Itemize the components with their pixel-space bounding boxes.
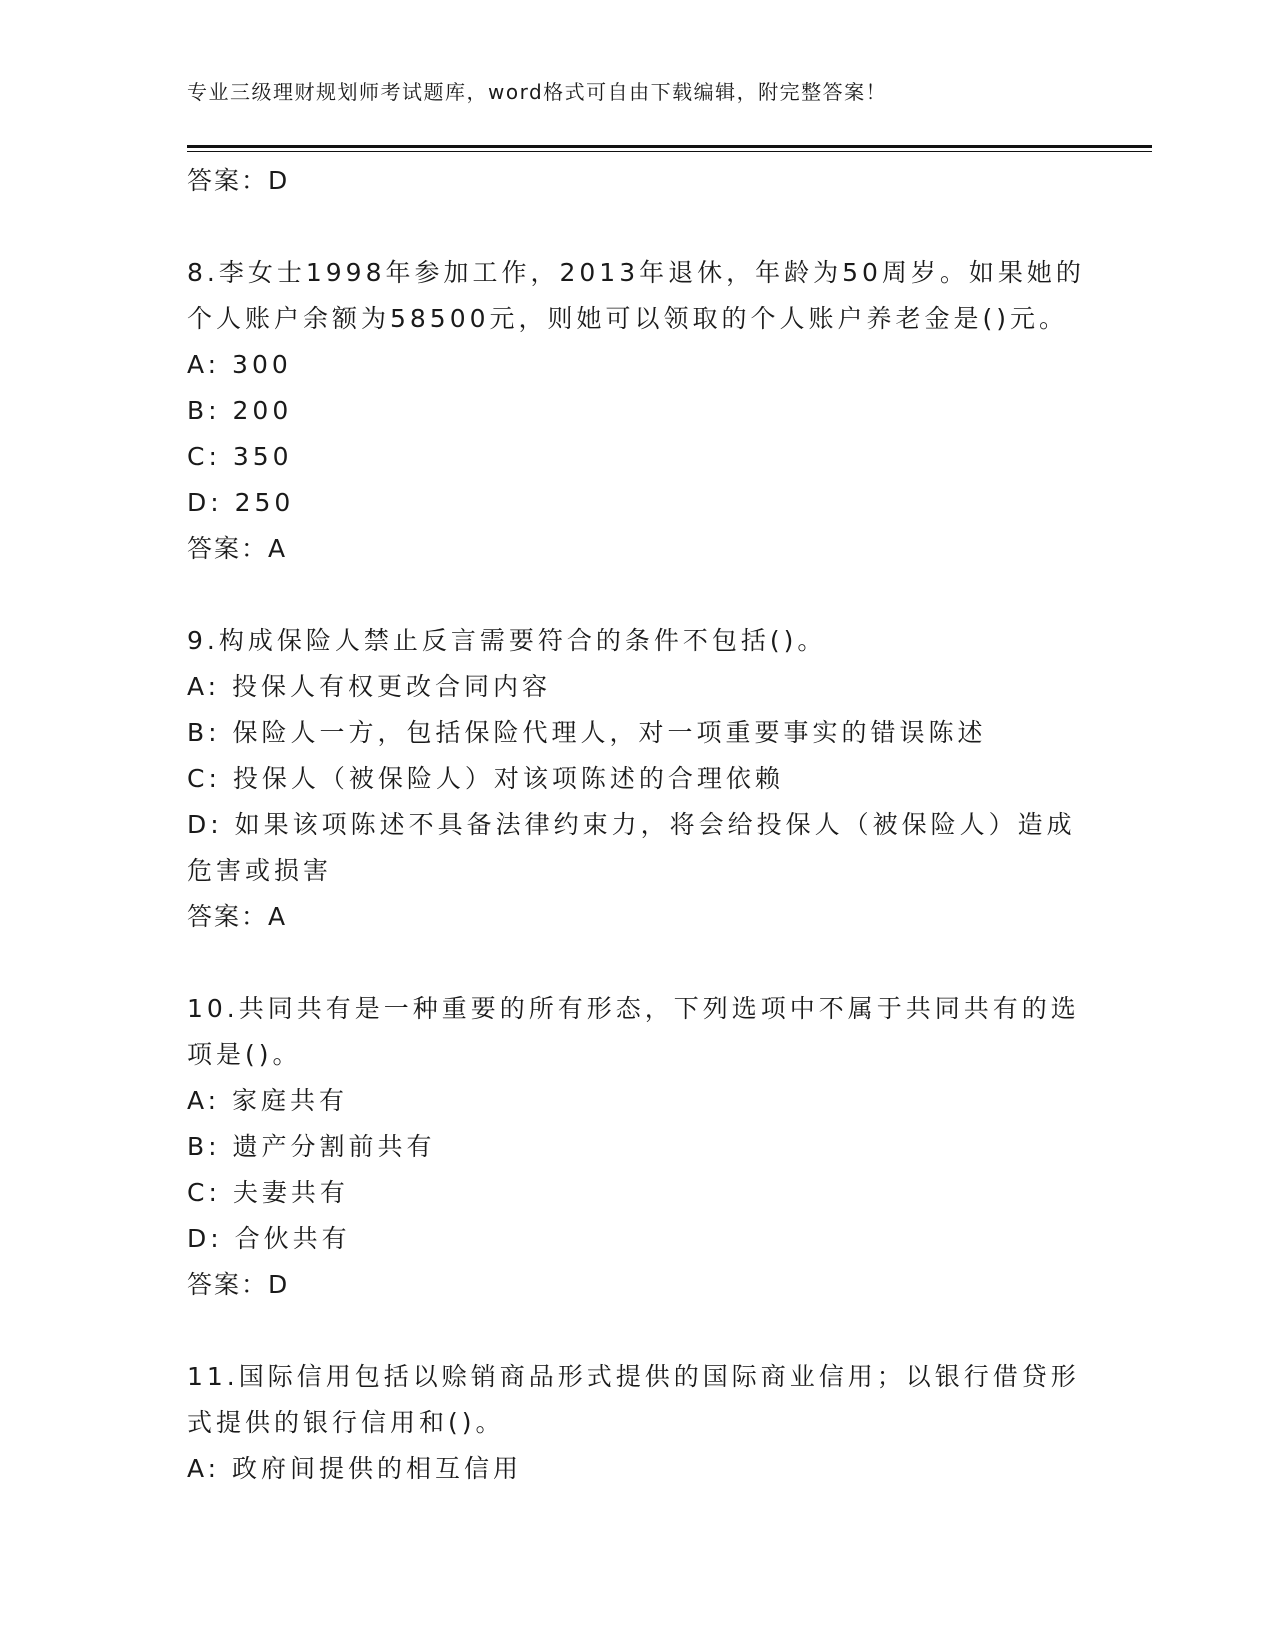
question-8 <box>187 250 1085 572</box>
answer-line: 答案：D <box>187 166 290 195</box>
option-b: B: 遗产分割前共有 <box>187 1132 436 1161</box>
question-stem: 式提供的银行信用和()。 <box>187 1408 505 1437</box>
option-d: D: 如果该项陈述不具备法律约束力，将会给投保人（被保险人）造成 <box>187 810 1076 839</box>
question-9 <box>187 618 1077 940</box>
option-b: B: 保险人一方，包括保险代理人，对一项重要事实的错误陈述 <box>187 718 987 747</box>
answer-line: 答案：A <box>187 902 288 931</box>
question-10 <box>187 986 1080 1308</box>
question-stem: 10.共同共有是一种重要的所有形态，下列选项中不属于共同共有的选 <box>187 994 1080 1023</box>
question-stem: 9.构成保险人禁止反言需要符合的条件不包括()。 <box>187 626 827 655</box>
option-b: B: 200 <box>187 396 293 425</box>
option-c: C: 夫妻共有 <box>187 1178 349 1207</box>
page-header: 专业三级理财规划师考试题库，word格式可自由下载编辑，附完整答案！ <box>187 80 888 104</box>
answer-line: 答案：A <box>187 534 288 563</box>
question-stem: 项是()。 <box>187 1040 302 1069</box>
question-stem: 个人账户余额为58500元，则她可以领取的个人账户养老金是()元。 <box>187 304 1069 333</box>
question-stem: 11.国际信用包括以赊销商品形式提供的国际商业信用；以银行借贷形 <box>187 1362 1080 1391</box>
option-a: A: 家庭共有 <box>187 1086 349 1115</box>
option-a: A: 政府间提供的相互信用 <box>187 1454 523 1483</box>
answer-line: 答案：D <box>187 1270 290 1299</box>
question-11 <box>187 1354 1080 1492</box>
option-d: D: 合伙共有 <box>187 1224 351 1253</box>
option-a: A: 投保人有权更改合同内容 <box>187 672 552 701</box>
option-d-continued: 危害或损害 <box>187 856 333 885</box>
option-c: C: 投保人（被保险人）对该项陈述的合理依赖 <box>187 764 784 793</box>
header-rule-thick <box>187 145 1152 148</box>
option-a: A: 300 <box>187 350 292 379</box>
question-list <box>187 158 1085 1492</box>
header-rule-thin <box>187 151 1152 152</box>
option-d: D: 250 <box>187 488 295 517</box>
option-c: C: 350 <box>187 442 293 471</box>
question-stem: 8.李女士1998年参加工作，2013年退休，年龄为50周岁。如果她的 <box>187 258 1085 287</box>
